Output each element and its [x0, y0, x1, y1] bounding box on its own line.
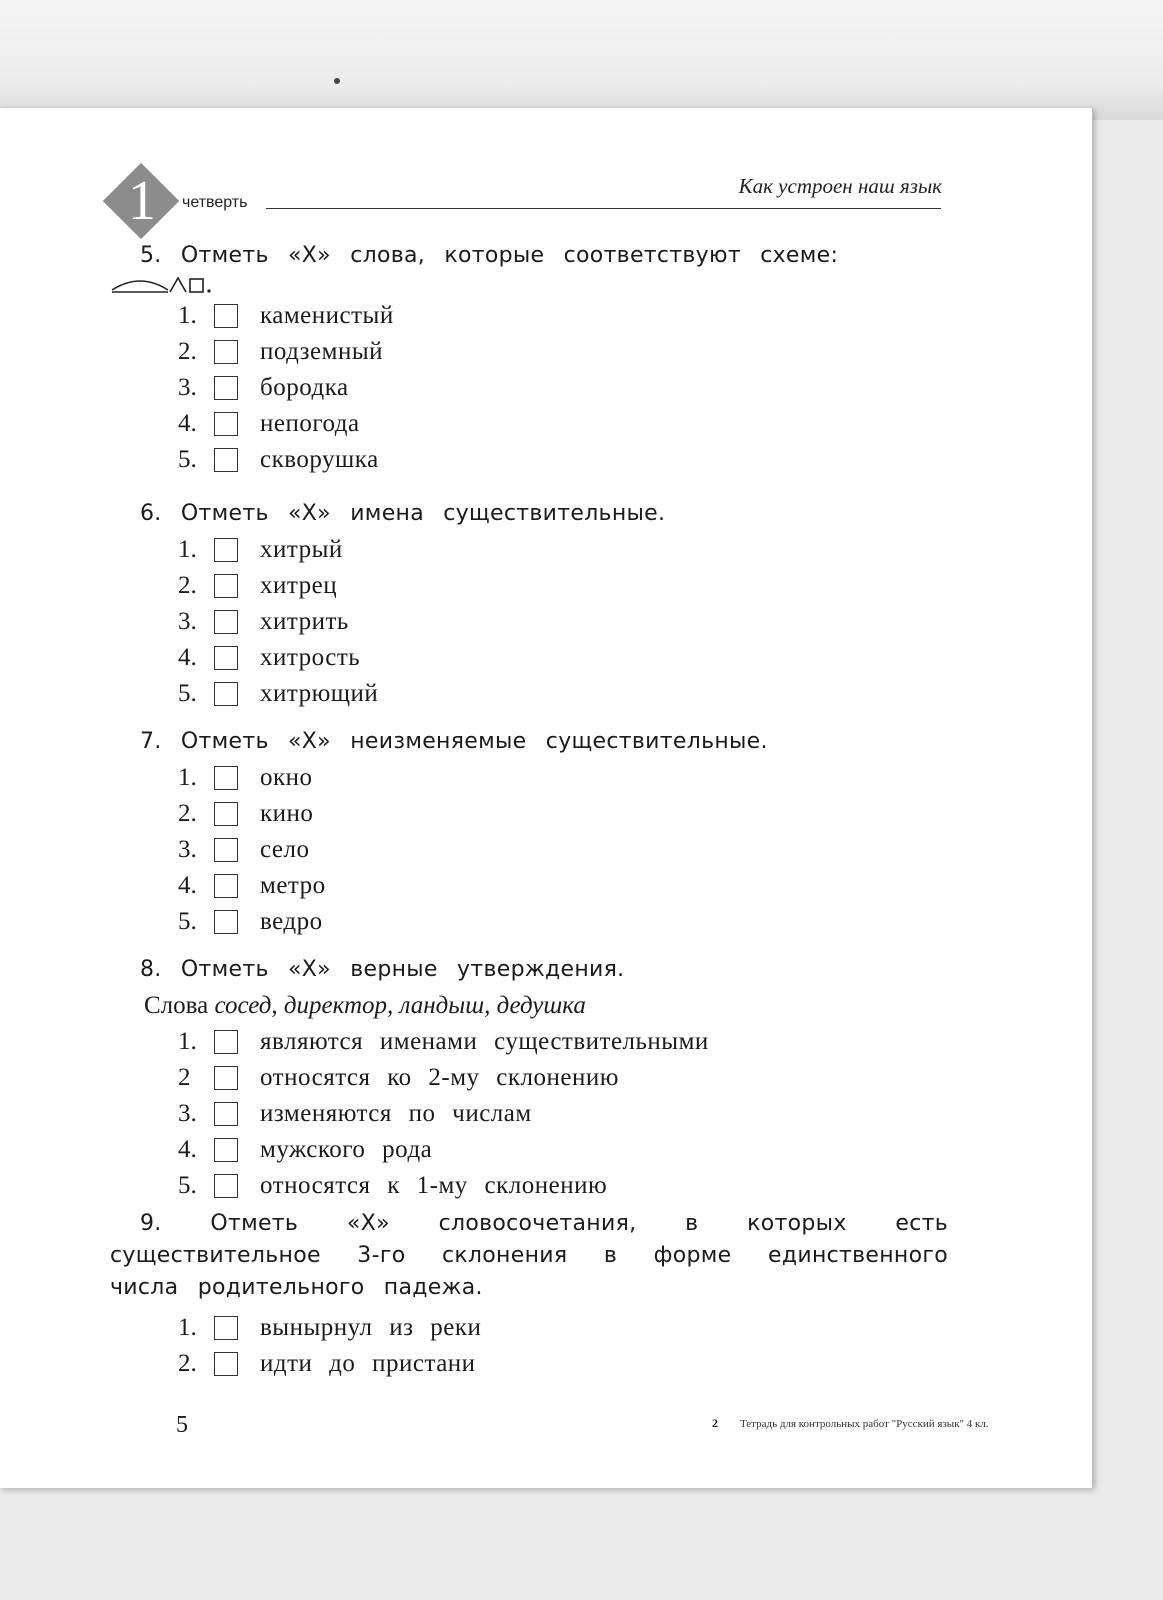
- option-text: относятся к 1-му склонению: [260, 1172, 608, 1199]
- answer-checkbox[interactable]: [214, 1316, 238, 1340]
- statement-prefix: Слова: [144, 992, 209, 1019]
- answer-checkbox[interactable]: [214, 340, 238, 364]
- answer-option: 3. хитрить: [178, 608, 349, 635]
- task-number: 9.: [140, 1211, 162, 1236]
- answer-option: 3. бородка: [178, 374, 349, 401]
- option-text: каменистый: [260, 302, 394, 329]
- option-text: метро: [260, 872, 326, 899]
- option-text: изменяются по числам: [260, 1100, 532, 1127]
- option-text: кино: [260, 800, 314, 827]
- header-rule: [266, 208, 941, 209]
- morpheme-scheme-icon: [110, 268, 948, 296]
- answer-option: 5. относятся к 1-му склонению: [178, 1172, 608, 1199]
- answer-checkbox[interactable]: [214, 682, 238, 706]
- answer-checkbox[interactable]: [214, 766, 238, 790]
- page-number: 5: [176, 1412, 188, 1438]
- quarter-number: 1: [128, 170, 156, 232]
- answer-option: 5. ведро: [178, 908, 323, 935]
- answer-option: 2. кино: [178, 800, 314, 827]
- option-text: хитрость: [260, 644, 361, 671]
- answer-checkbox[interactable]: [214, 802, 238, 826]
- workbook-page: [0, 108, 1093, 1488]
- answer-option: 4. метро: [178, 872, 326, 899]
- answer-option: 3. село: [178, 836, 310, 863]
- answer-option: 2 относятся ко 2-му склонению: [178, 1064, 619, 1091]
- answer-option: 1. окно: [178, 764, 313, 791]
- task-number: 7.: [140, 729, 162, 754]
- answer-option: 3. изменяются по числам: [178, 1100, 532, 1127]
- answer-option: 1. каменистый: [178, 302, 394, 329]
- scan-background: [0, 0, 1163, 120]
- task-title: [110, 498, 948, 530]
- answer-checkbox[interactable]: [214, 1102, 238, 1126]
- answer-checkbox[interactable]: [214, 538, 238, 562]
- task-7: [110, 726, 948, 940]
- dust-speck: [334, 78, 340, 84]
- answer-option: 4. хитрость: [178, 644, 361, 671]
- answer-checkbox[interactable]: [214, 1138, 238, 1162]
- task-title: [110, 1208, 948, 1304]
- option-text: окно: [260, 764, 313, 791]
- answer-option: 5. скворушка: [178, 446, 379, 473]
- book-note: Тетрадь для контрольных работ "Русский язык" 4 кл.: [740, 1418, 989, 1430]
- answer-option: 1. вынырнул из реки: [178, 1314, 482, 1341]
- task-text: Отметь «Х» имена существительные.: [180, 501, 666, 526]
- task-title: [110, 240, 948, 272]
- answer-checkbox[interactable]: [214, 1352, 238, 1376]
- answer-checkbox[interactable]: [214, 838, 238, 862]
- option-text: хитрить: [260, 608, 349, 635]
- task-5: [110, 240, 948, 478]
- task-text: Отметь «Х» словосочетания, в которых есть существительное 3-го склонения в форме единственного числа родительного падежа.: [110, 1211, 948, 1300]
- answer-checkbox[interactable]: [214, 874, 238, 898]
- option-text: идти до пристани: [260, 1350, 476, 1377]
- answer-checkbox[interactable]: [214, 1174, 238, 1198]
- task-6: [110, 498, 948, 712]
- option-text: село: [260, 836, 310, 863]
- answer-option: 4. непогода: [178, 410, 360, 437]
- answer-checkbox[interactable]: [214, 1066, 238, 1090]
- answer-checkbox[interactable]: [214, 646, 238, 670]
- option-text: относятся ко 2-му склонению: [260, 1064, 619, 1091]
- task-8: [110, 954, 948, 1204]
- answer-option: 4. мужского рода: [178, 1136, 433, 1163]
- answer-checkbox[interactable]: [214, 304, 238, 328]
- answer-option: 2. идти до пристани: [178, 1350, 476, 1377]
- task-statement: [144, 990, 948, 1022]
- answer-checkbox[interactable]: [214, 1030, 238, 1054]
- task-title: [110, 726, 948, 758]
- task-number: 6.: [140, 501, 162, 526]
- task-9: [110, 1208, 948, 1382]
- running-title: Как устроен наш язык: [738, 174, 942, 198]
- answer-checkbox[interactable]: [214, 910, 238, 934]
- task-number: 5.: [140, 243, 162, 268]
- option-text: являются именами существительными: [260, 1028, 709, 1055]
- answer-checkbox[interactable]: [214, 412, 238, 436]
- answer-option: 2. хитрец: [178, 572, 338, 599]
- answer-checkbox[interactable]: [214, 376, 238, 400]
- option-text: скворушка: [260, 446, 379, 473]
- answer-option: 1. являются именами существительными: [178, 1028, 709, 1055]
- option-text: ведро: [260, 908, 323, 935]
- task-text: Отметь «Х» слова, которые соответствуют схеме:: [180, 243, 839, 268]
- answer-checkbox[interactable]: [214, 448, 238, 472]
- signature-mark: 2: [712, 1416, 718, 1430]
- answer-option: 1. хитрый: [178, 536, 343, 563]
- answer-checkbox[interactable]: [214, 610, 238, 634]
- task-number: 8.: [140, 957, 162, 982]
- option-text: непогода: [260, 410, 360, 437]
- option-text: бородка: [260, 374, 349, 401]
- task-text: Отметь «Х» верные утверждения.: [180, 957, 625, 982]
- option-text: хитрый: [260, 536, 343, 563]
- task-text: Отметь «Х» неизменяемые существительные.: [180, 729, 768, 754]
- option-text: хитрец: [260, 572, 338, 599]
- answer-checkbox[interactable]: [214, 574, 238, 598]
- statement-words: сосед, директор, ландыш, дедушка: [214, 992, 586, 1019]
- task-title: [110, 954, 948, 986]
- quarter-label: четверть: [182, 194, 248, 211]
- option-text: хитрющий: [260, 680, 379, 707]
- option-text: подземный: [260, 338, 384, 365]
- option-text: вынырнул из реки: [260, 1314, 482, 1341]
- answer-option: 2. подземный: [178, 338, 384, 365]
- answer-option: 5. хитрющий: [178, 680, 379, 707]
- option-text: мужского рода: [260, 1136, 433, 1163]
